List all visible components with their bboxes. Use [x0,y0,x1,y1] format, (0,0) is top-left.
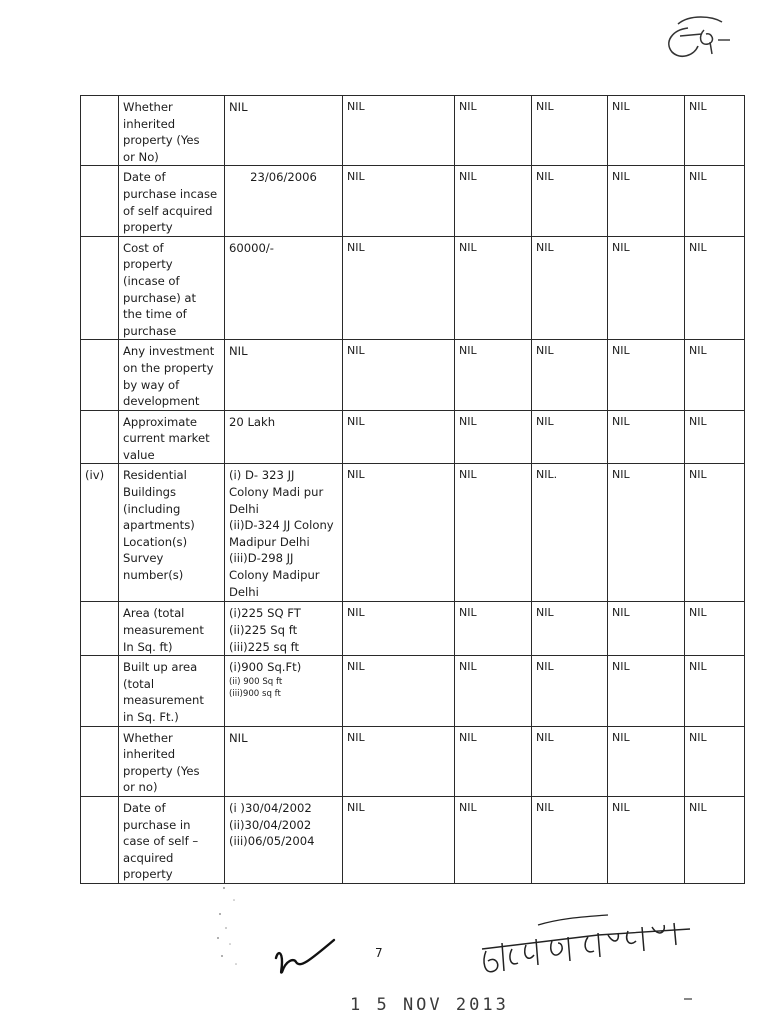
nil-value-cell: NIL [685,166,745,236]
field-label-line: property [123,257,173,272]
nil-value-cell: NIL [685,602,745,656]
nil-value-cell: NIL [343,464,455,602]
nil-value-cell: NIL [455,340,532,410]
detail-line: (i)900 Sq.Ft) [229,660,302,675]
nil-value-cell: NIL [455,797,532,884]
table-row [81,797,745,884]
field-label-line: measurement [123,693,204,708]
nil-value-cell: NIL [608,166,685,236]
detail-small-line: (ii) 900 Sq ft [229,676,283,687]
nil-value-cell: NIL [343,656,455,726]
nil-value-cell: NIL [455,602,532,656]
property-detail-cell [225,656,343,726]
nil-value-cell: NIL [685,797,745,884]
item-number-cell [81,797,119,884]
nil-value-cell: NIL [608,602,685,656]
field-label-line: Any investment [123,344,215,359]
nil-value-cell: NIL [343,166,455,236]
property-detail-cell [225,410,343,464]
detail-line: 60000/- [229,240,274,255]
nil-value-cell: NIL [532,340,608,410]
item-number-cell [81,656,119,726]
nil-value-cell: NIL [455,96,532,166]
nil-value-cell: NIL [455,236,532,340]
field-label-line: property [123,220,173,235]
nil-value-cell: NIL [685,236,745,340]
field-label-line: Approximate [123,414,198,429]
property-detail-cell [225,464,343,602]
nil-value-cell: NIL [343,96,455,166]
field-label-line: acquired [123,850,174,865]
field-label-line: Whether [123,100,173,114]
table-row [81,340,745,410]
field-label-line: In Sq. ft) [123,639,173,654]
detail-line: Delhi [229,501,259,516]
field-label-line: the time of [123,307,187,322]
field-label-line: development [123,394,200,409]
field-label-line: (total [123,676,155,691]
scan-mark [684,998,692,1000]
detail-line: NIL [229,730,248,745]
nil-value-cell: NIL [685,410,745,464]
item-number-cell [81,602,119,656]
field-label-line: in Sq. Ft.) [123,710,179,725]
item-number-cell [81,96,119,166]
item-number-cell [81,340,119,410]
field-label-line: Cost of [123,240,164,255]
nil-value-cell: NIL [455,410,532,464]
page-number: 7 [375,946,383,960]
property-detail-cell [225,96,343,166]
field-label-line: purchase in [123,817,191,832]
nil-value-cell: NIL [685,656,745,726]
nil-value-cell: NIL [455,464,532,602]
field-label-line: number(s) [123,568,184,583]
detail-line: (iii)225 sq ft [229,639,300,654]
nil-value-cell: NIL [532,726,608,796]
nil-value-cell: NIL [343,602,455,656]
field-label-line: property [123,867,173,882]
field-label-line: on the property [123,360,214,375]
nil-value-cell: NIL [343,410,455,464]
field-label-cell [119,602,225,656]
field-label-line: purchase incase [123,186,218,201]
nil-value-cell: NIL [532,166,608,236]
detail-line: NIL [229,100,248,114]
property-details-table [80,95,745,884]
detail-line: (iii)06/05/2004 [229,834,315,849]
field-label-cell [119,340,225,410]
nil-value-cell: NIL [608,236,685,340]
table-row [81,602,745,656]
nil-value-cell: NIL [455,166,532,236]
nil-value-cell: NIL [532,797,608,884]
field-label-line: (incase of [123,273,180,288]
nil-value-cell: NIL [343,236,455,340]
property-detail-cell [225,797,343,884]
field-label-line: Residential [123,468,187,483]
detail-line: (ii)30/04/2002 [229,817,312,832]
field-label-line: purchase [123,323,177,338]
nil-value-cell: NIL [685,464,745,602]
field-label-line: purchase) at [123,290,197,305]
field-label-line: of self acquired [123,203,213,218]
field-label-line: Built up area [123,660,198,675]
detail-line: (i )30/04/2002 [229,801,312,815]
item-number-cell [81,166,119,236]
table-row [81,166,745,236]
nil-value-cell: NIL [343,797,455,884]
nil-value-cell: NIL [532,410,608,464]
field-label-line: Area (total [123,606,185,621]
table-row [81,464,745,602]
nil-value-cell: NIL [608,656,685,726]
nil-value-cell: NIL [685,96,745,166]
detail-line: Colony Madipur [229,568,320,583]
detail-line: Colony Madi pur [229,485,324,500]
nil-value-cell: NIL [532,236,608,340]
nil-value-cell: NIL [608,726,685,796]
field-label-cell [119,96,225,166]
property-detail-cell [225,236,343,340]
field-label-cell [119,464,225,602]
nil-value-cell: NIL [343,340,455,410]
scan-speckle [212,880,252,975]
field-label-line: or no) [123,780,158,795]
nil-value-cell: NIL [685,340,745,410]
nil-value-cell: NIL [608,96,685,166]
nil-value-cell: NIL [608,410,685,464]
detail-line: (i)225 SQ FT [229,606,301,621]
field-label-cell [119,726,225,796]
item-number-cell [81,236,119,340]
field-label-line: current market [123,431,210,446]
detail-line: (ii)D-324 JJ Colony [229,518,334,533]
field-label-line: case of self – [123,834,199,849]
nil-value-cell: NIL [532,602,608,656]
item-number-cell [81,726,119,796]
table-row [81,410,745,464]
detail-line: 23/06/2006 [250,170,317,185]
field-label-cell [119,236,225,340]
property-detail-cell [225,340,343,410]
detail-line: (ii)225 Sq ft [229,623,298,638]
field-label-line: Location(s) [123,534,188,549]
detail-line: (iii)D-298 JJ [229,551,294,566]
nil-value-cell: NIL [532,96,608,166]
field-label-line: apartments) [123,518,195,533]
field-label-cell [119,166,225,236]
field-label-line: (including [123,501,181,516]
nil-value-cell: NIL. [532,464,608,602]
field-label-line: Buildings [123,485,177,500]
table-row [81,726,745,796]
field-label-line: Survey [123,551,164,566]
nil-value-cell: NIL [685,726,745,796]
field-label-line: property (Yes [123,763,200,778]
date-stamp: 1 5 NOV 2013 [350,995,509,1015]
field-label-line: inherited [123,747,176,762]
table-row [81,236,745,340]
field-label-cell [119,797,225,884]
nil-value-cell: NIL [455,656,532,726]
table-row [81,96,745,166]
property-detail-cell [225,726,343,796]
table-row [81,656,745,726]
field-label-line: inherited [123,116,176,131]
field-label-line: measurement [123,623,204,638]
detail-line: 20 Lakh [229,414,276,429]
nil-value-cell: NIL [608,340,685,410]
nil-value-cell: NIL [532,656,608,726]
nil-value-cell: NIL [608,797,685,884]
property-detail-cell [225,602,343,656]
field-label-line: by way of [123,377,180,392]
nil-value-cell: NIL [343,726,455,796]
field-label-line: value [123,447,155,462]
field-label-line: or No) [123,149,159,164]
item-number-cell: (iv) [81,464,119,602]
signature-initial [268,928,338,978]
detail-line: (i) D- 323 JJ [229,468,295,483]
detail-line: Madipur Delhi [229,534,310,549]
field-label-cell [119,410,225,464]
detail-line: NIL [229,344,248,359]
property-detail-cell [225,166,343,236]
nil-value-cell: NIL [455,726,532,796]
signature-hindi [478,905,693,990]
detail-line: Delhi [229,584,259,599]
handwritten-page-mark [658,10,738,65]
field-label-line: Date of [123,170,166,185]
nil-value-cell: NIL [608,464,685,602]
detail-small-line: (iii)900 sq ft [229,688,281,699]
field-label-line: Whether [123,730,173,745]
field-label-cell [119,656,225,726]
field-label-line: property (Yes [123,133,200,148]
item-number-cell [81,410,119,464]
field-label-line: Date of [123,801,166,815]
